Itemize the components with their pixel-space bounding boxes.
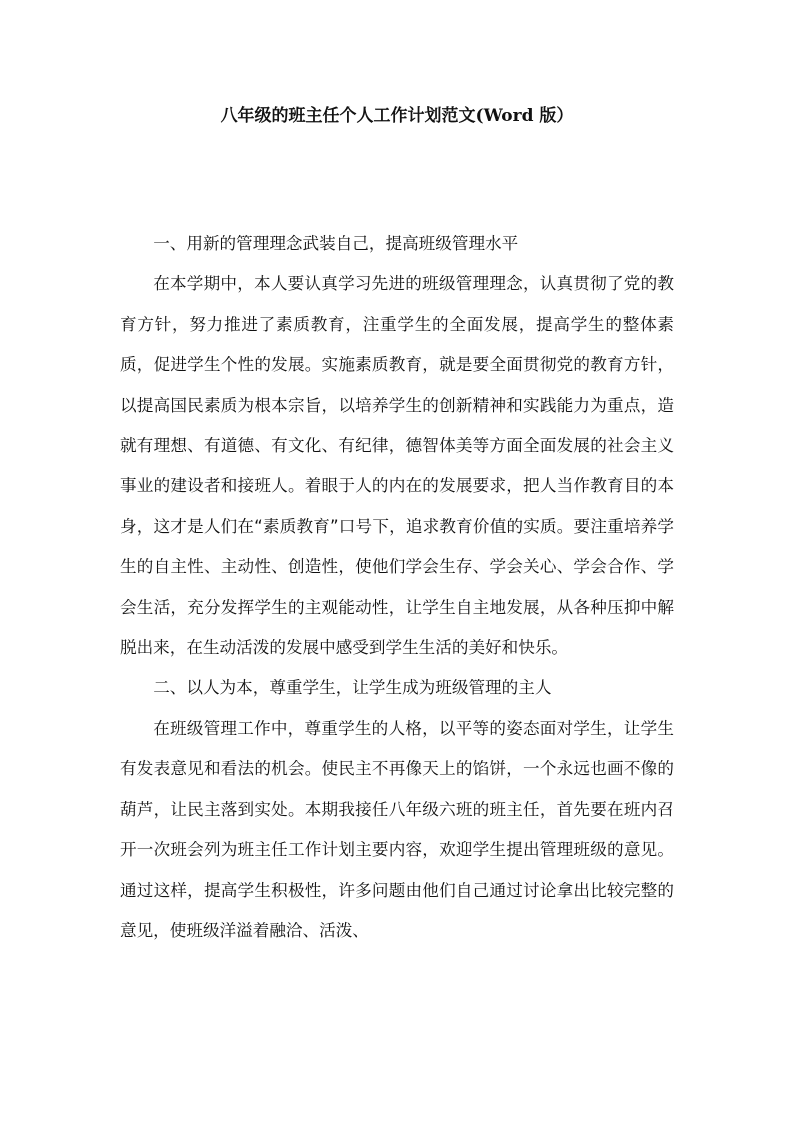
body-paragraph-2: 在班级管理工作中，尊重学生的人格，以平等的姿态面对学生，让学生有发表意见和看法的机会。使民主不再像天上的馅饼，一个永远也画不像的葫芦，让民主落到实处。本期我接任八年级六班的班主任，首先要在班内召开一次班会列为班主任工作计划主要内容，欢迎学生提出管理班级的意见。通过这样，提高学生积极性，许多问题由他们自己通过讨论拿出比较完整的意见，使班级洋溢着融洽、活泼、 [120,718,674,940]
section-heading-2: 二、以人为本，尊重学生，让学生成为班级管理的主人 [153,678,552,698]
document-title: 八年级的班主任个人工作计划范文(Word 版） [220,106,574,126]
body-paragraph-1: 在本学期中，本人要认真学习先进的班级管理理念，认真贯彻了党的教育方针，努力推进了素质教育，注重学生的全面发展，提高学生的整体素质，促进学生个性的发展。实施素质教育，就是要全面贯彻党的教育方针，以提高国民素质为根本宗旨，以培养学生的创新精神和实践能力为重点，造就有理想、有道德、有文化、有纪律，德智体美等方面全面发展的社会主义事业的建设者和接班人。着眼于人的内在的发展要求，把人当作教育目的本身，这才是人们在“素质教育”口号下，追求教育价值的实质。要注重培养学生的自主性、主动性、创造性，使他们学会生存、学会关心、学会合作、学会生活，充分发挥学生的主观能动性，让学生自主地发展，从各种压抑中解脱出来，在生动活泼的发展中感受到学生生活的美好和快乐。 [120,274,674,658]
document-body [120,224,674,951]
section-heading-1: 一、用新的管理理念武装自己，提高班级管理水平 [153,234,519,253]
